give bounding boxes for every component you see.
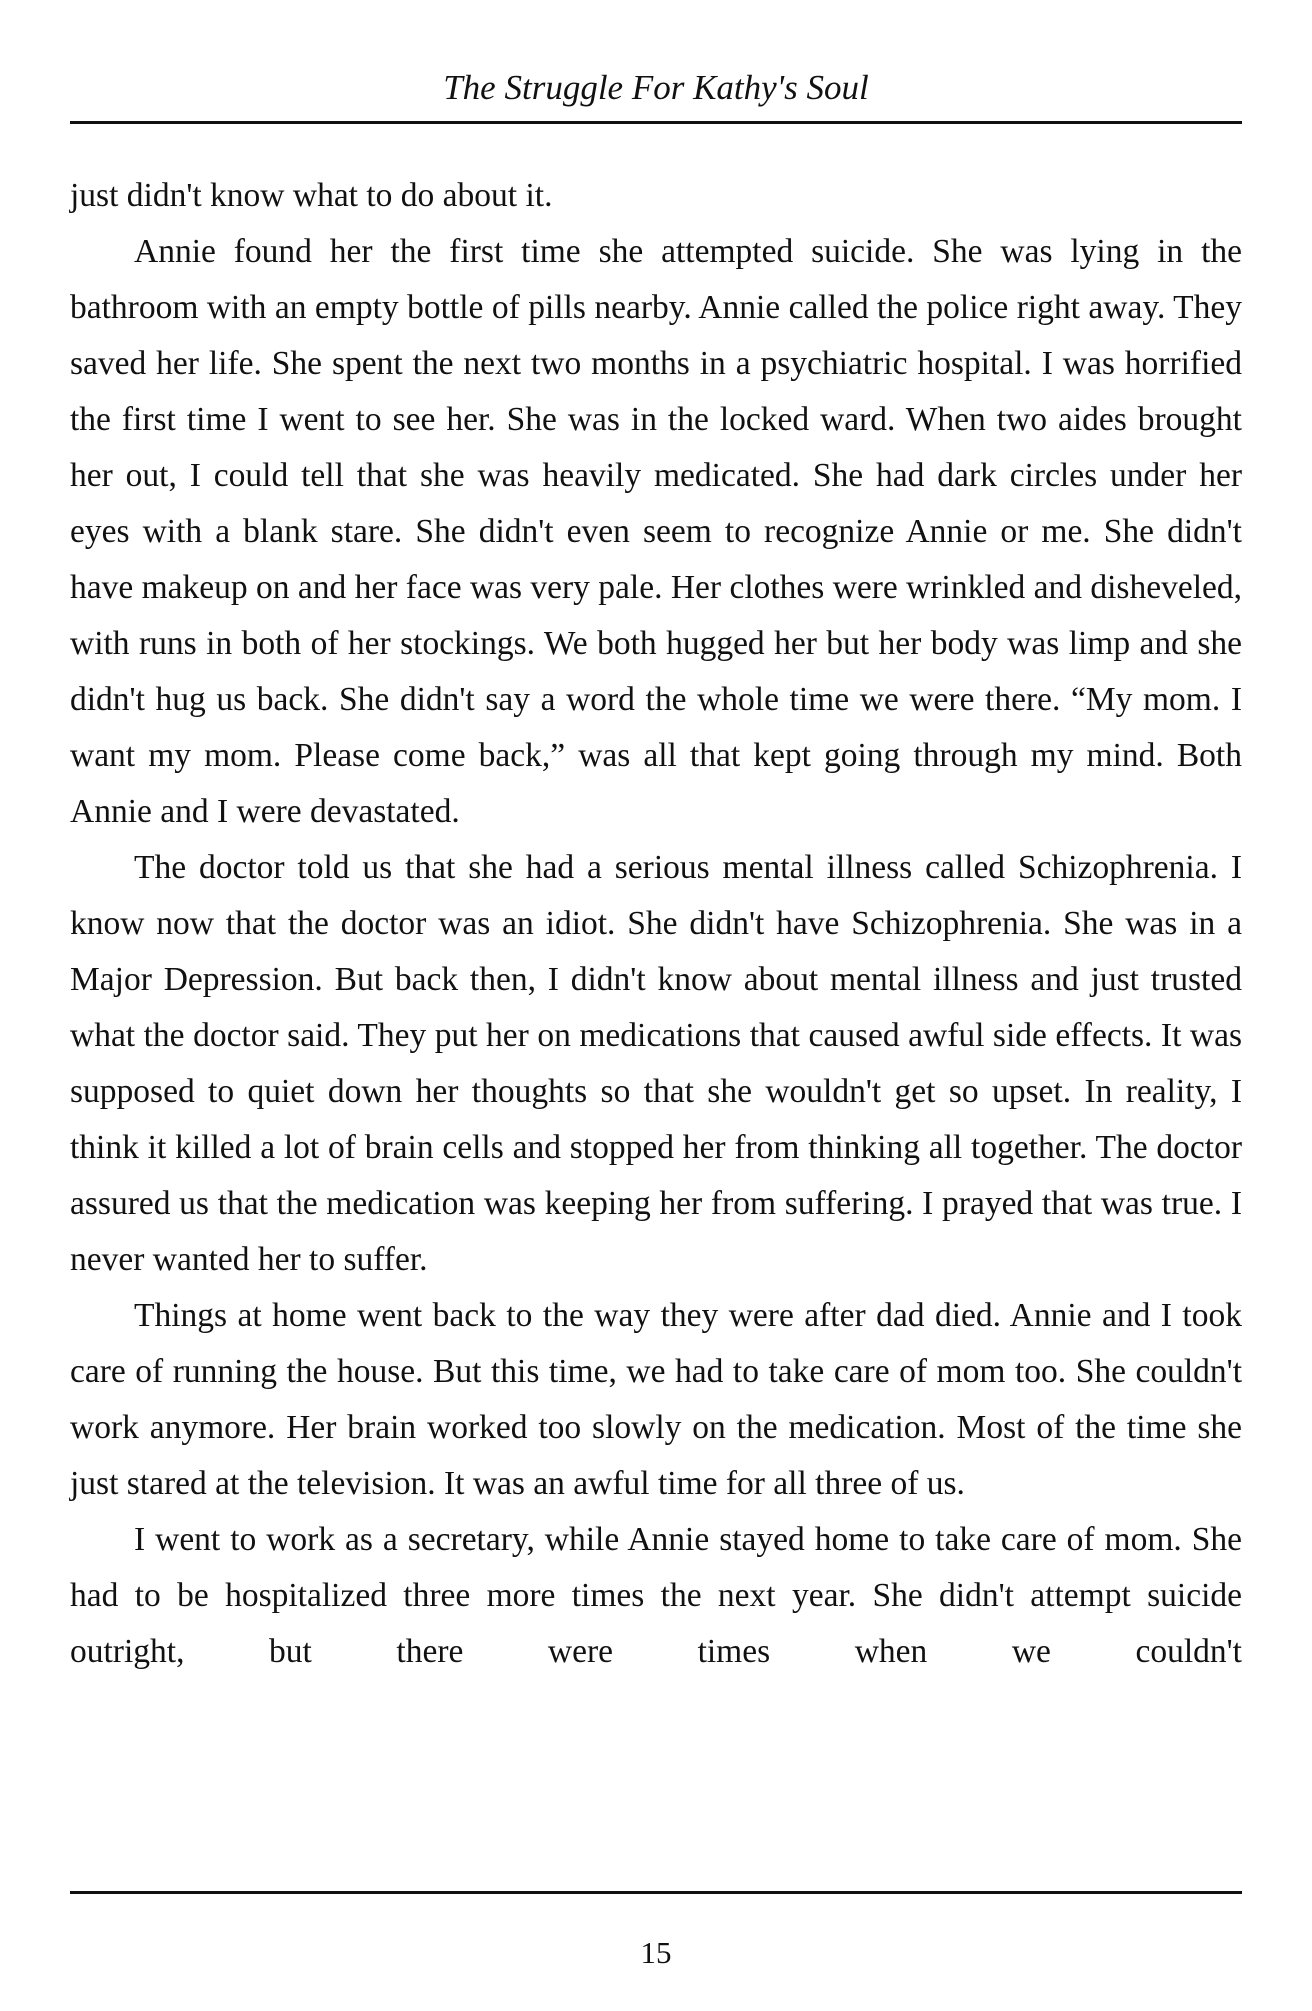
paragraph: Things at home went back to the way they were after dad died. Annie and I took care of running the house. But this time, we had to take care of mom too. She couldn't work anymore. Her brain worked too slowly on the medication. Most of the time she just stared at the television. It was an awful time for all three of us. <box>70 1297 1242 1502</box>
body-text <box>70 168 1242 1680</box>
paragraph: The doctor told us that she had a serious mental illness called Schizophrenia. I know now that the doctor was an idiot. She didn't have Schizophrenia. She was in a Major Depression. But back then, I didn't know about mental illness and just trusted what the doctor said. They put her on medications that caused awful side effects. It was supposed to quiet down her thoughts so that she wouldn't get so upset. In reality, I think it killed a lot of brain cells and stopped her from thinking all together. The doctor assured us that the medication was keeping her from suffering. I prayed that was true. I never wanted her to suffer. <box>70 849 1242 1278</box>
paragraph-continues: I went to work as a secretary, while Annie stayed home to take care of mom. She had to be hospitalized three more times the next year. She didn't attempt suicide outright, but there were times when we couldn't <box>70 1521 1242 1670</box>
paragraph-continued: just didn't know what to do about it. <box>70 177 553 214</box>
paragraph: Annie found her the first time she attempted suicide. She was lying in the bathroom with an empty bottle of pills nearby. Annie called the police right away. They saved her life. She spent the next two months in a psychiatric hospital. I was horrified the first time I went to see her. She was in the locked ward. When two aides brought her out, I could tell that she was heavily medicated. She had dark circles under her eyes with a blank stare. She didn't even seem to recognize Annie or me. She didn't have makeup on and her face was very pale. Her clothes were wrinkled and disheveled, with runs in both of her stockings. We both hugged her but her body was limp and she didn't hug us back. She didn't say a word the whole time we were there. “My mom. I want my mom. Please come back,” was all that kept going through my mind. Both Annie and I were devastated. <box>70 233 1243 830</box>
header-rule <box>70 121 1242 124</box>
running-head: The Struggle For Kathy's Soul <box>443 68 869 107</box>
footer-rule <box>70 1891 1242 1894</box>
page-number: 15 <box>640 1935 672 1970</box>
